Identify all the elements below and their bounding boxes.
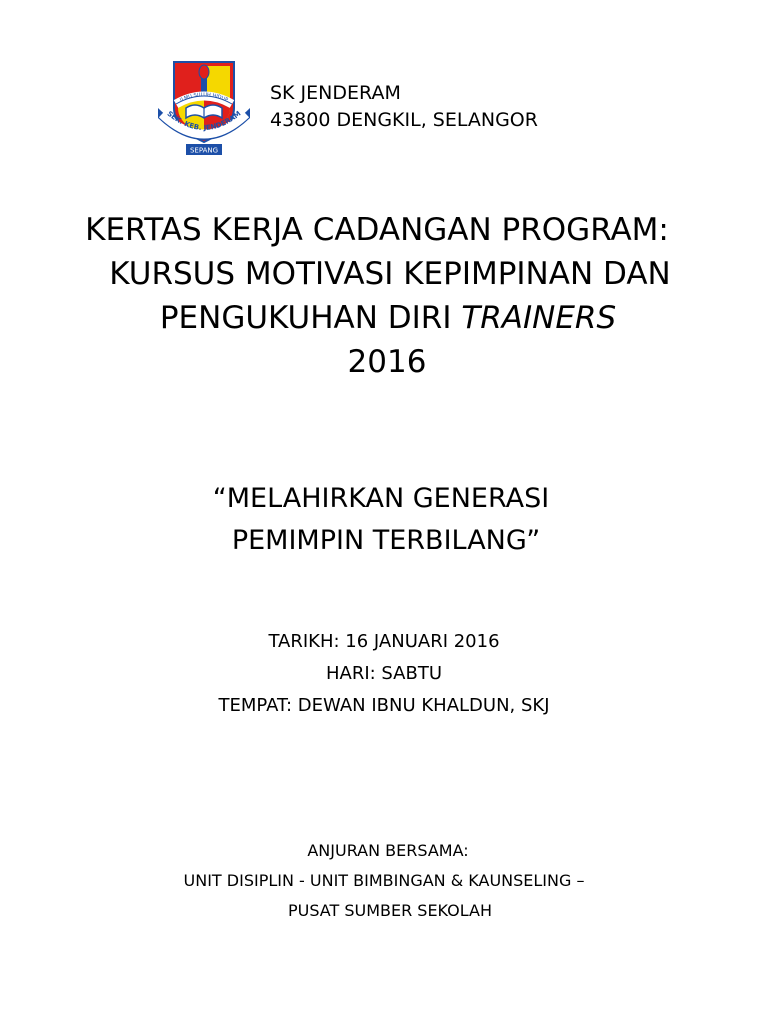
title-line-3	[0, 296, 768, 340]
slogan	[0, 478, 768, 562]
crest-motto: ILMU SULUH HIDUP	[179, 91, 229, 104]
organizers-heading: ANJURAN BERSAMA:	[307, 841, 469, 860]
event-venue: TEMPAT: DEWAN IBNU KHALDUN, SKJ	[218, 695, 550, 716]
document-title	[0, 208, 768, 384]
slogan-line-2: PEMIMPIN TERBILANG”	[231, 525, 541, 556]
event-details	[0, 626, 768, 722]
title-line-2: KURSUS MOTIVASI KEPIMPINAN DAN	[109, 256, 671, 292]
school-name: SK JENDERAM	[270, 82, 401, 104]
crest-school-name: SEK. KEB. JENDERAM	[165, 109, 243, 133]
school-address: 43800 DENGKIL, SELANGOR	[270, 109, 538, 131]
title-year: 2016	[347, 344, 427, 380]
school-crest-logo	[152, 58, 256, 158]
event-date: TARIKH: 16 JANUARI 2016	[268, 631, 500, 652]
school-crest-icon	[152, 58, 256, 158]
slogan-line-1: “MELAHIRKAN GENERASI	[212, 483, 550, 514]
event-day: HARI: SABTU	[325, 663, 443, 684]
organizers-line-1: UNIT DISIPLIN - UNIT BIMBINGAN & KAUNSELING –	[183, 871, 585, 890]
school-info	[270, 80, 538, 134]
title-line-3-prefix: PENGUKUHAN DIRI	[159, 300, 462, 336]
organizers	[0, 836, 768, 926]
title-line-1: KERTAS KERJA CADANGAN PROGRAM:	[85, 212, 669, 248]
organizers-line-2: PUSAT SUMBER SEKOLAH	[287, 901, 493, 920]
crest-district: SEPANG	[189, 146, 219, 155]
title-line-3-italic: TRAINERS	[461, 300, 617, 336]
